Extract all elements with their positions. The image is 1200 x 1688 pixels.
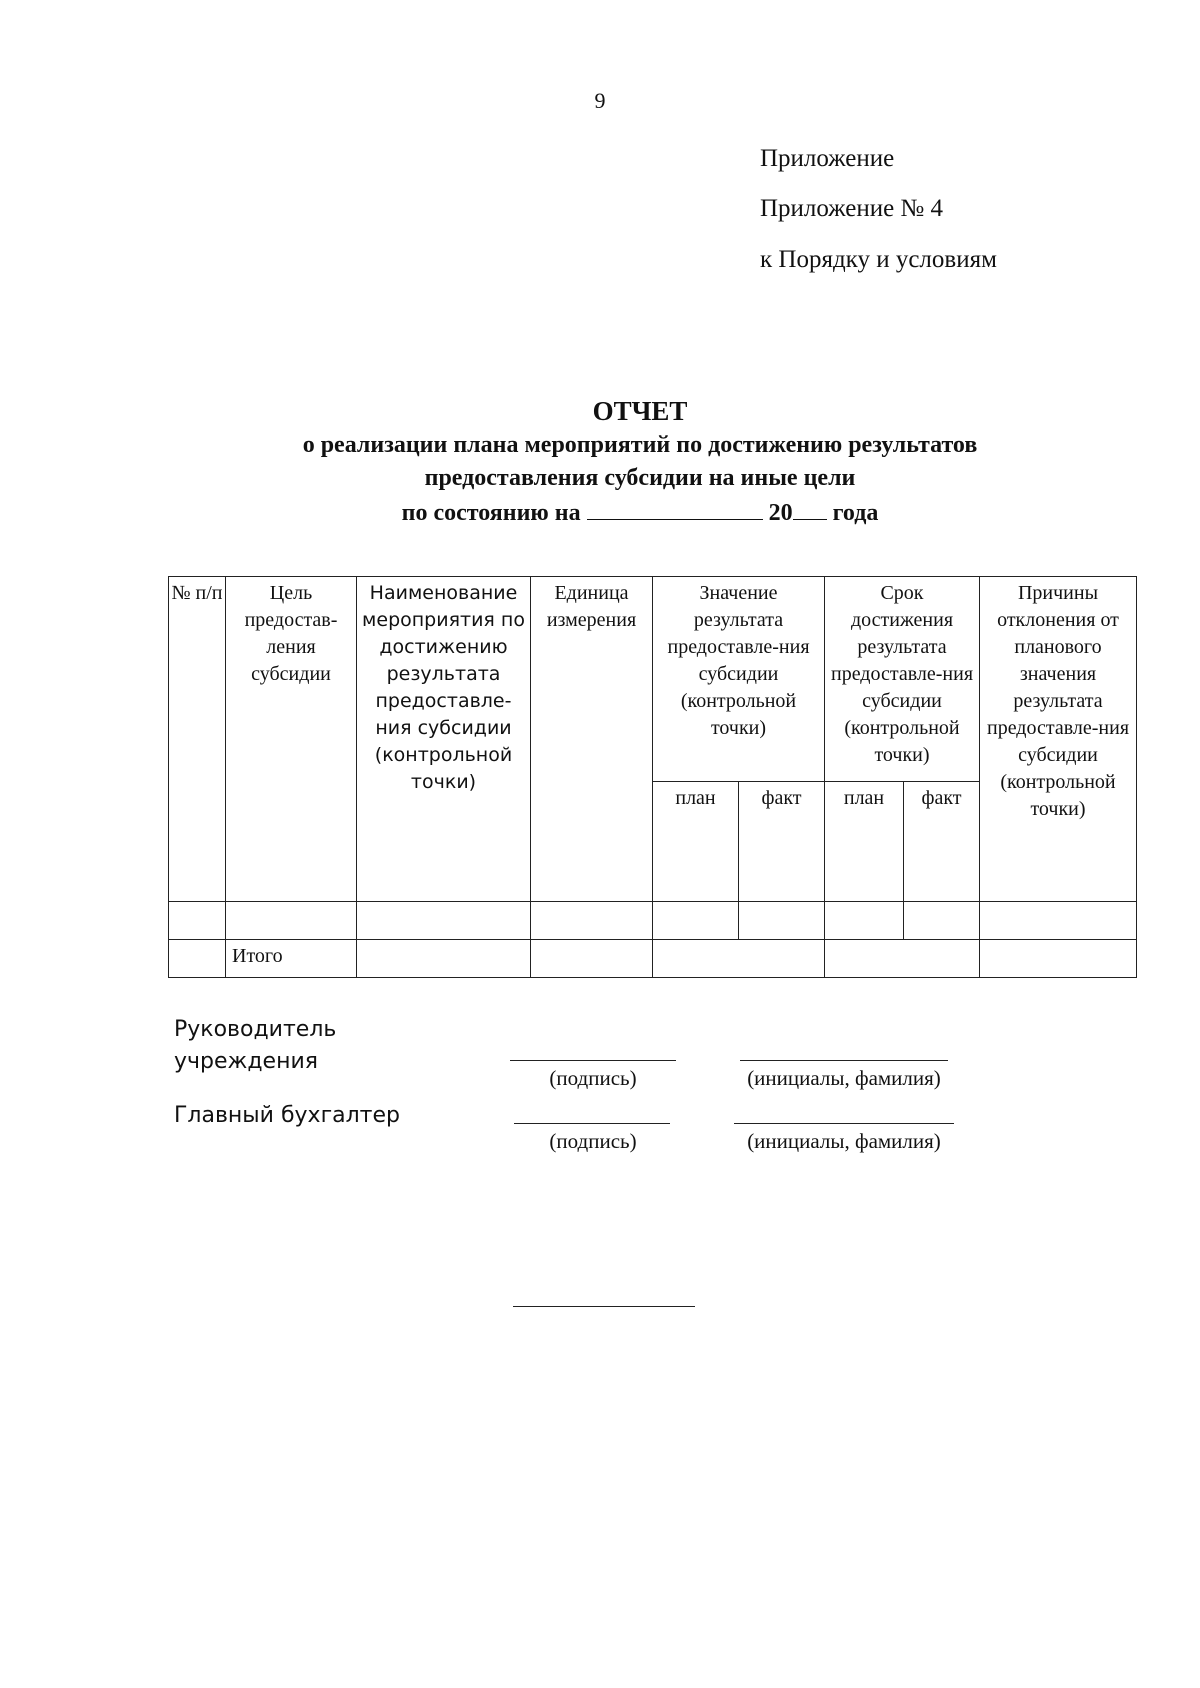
table-cell[interactable] <box>357 902 531 940</box>
header-term: Срок достижения результата предоставле-ния субсидии (контрольной точки) <box>825 577 980 782</box>
header-event-name: Наименование мероприятия по достижению результата предоставле-ния субсидии (контрольной точки) <box>357 577 531 902</box>
header-value-plan: план <box>653 782 739 902</box>
header-value: Значение результата предоставле-ния субсидии (контрольной точки) <box>653 577 825 782</box>
appendix-number: Приложение № 4 <box>760 195 944 222</box>
header-unit: Единица измерения <box>531 577 653 902</box>
head-label-line1: Руководитель <box>174 1017 337 1042</box>
header-term-fact: факт <box>904 782 980 902</box>
table-cell[interactable] <box>226 902 357 940</box>
head-name-caption: (инициалы, фамилия) <box>747 1066 941 1090</box>
appendix-reference: к Порядку и условиям <box>760 246 997 273</box>
table-cell[interactable] <box>531 940 653 978</box>
date-prefix: по состоянию на <box>401 500 581 526</box>
table-cell[interactable] <box>653 940 825 978</box>
date-blank[interactable] <box>587 497 763 520</box>
table-cell[interactable] <box>980 902 1137 940</box>
table-cell[interactable] <box>653 902 739 940</box>
report-subtitle-line1: о реализации плана мероприятий по достижению результатов <box>302 432 978 458</box>
closing-divider <box>513 1306 695 1307</box>
accountant-label: Главный бухгалтер <box>174 1103 400 1128</box>
head-signature-caption: (подпись) <box>549 1066 637 1090</box>
header-num: № п/п <box>169 577 226 902</box>
table-cell[interactable] <box>904 902 980 940</box>
year-prefix: 20 <box>768 500 793 526</box>
total-label: Итого <box>226 940 357 978</box>
header-term-plan: план <box>825 782 904 902</box>
year-blank[interactable] <box>793 497 827 520</box>
page-number: 9 <box>594 88 606 113</box>
table-cell[interactable] <box>531 902 653 940</box>
table-cell[interactable] <box>825 940 980 978</box>
table-cell[interactable] <box>357 940 531 978</box>
accountant-name-caption: (инициалы, фамилия) <box>747 1129 941 1153</box>
head-label-line2: учреждения <box>174 1049 318 1074</box>
table-row <box>169 902 1137 940</box>
header-value-fact: факт <box>739 782 825 902</box>
header-goal: Цель предостав-ления субсидии <box>226 577 357 902</box>
table-total-row <box>169 940 1137 978</box>
year-suffix: года <box>832 500 879 526</box>
table-cell[interactable] <box>739 902 825 940</box>
accountant-signature-line[interactable] <box>514 1123 670 1124</box>
head-name-line[interactable] <box>740 1060 948 1061</box>
table-cell[interactable] <box>169 940 226 978</box>
report-table <box>168 576 1137 978</box>
accountant-name-line[interactable] <box>734 1123 954 1124</box>
report-subtitle-line2: предоставления субсидии на иные цели <box>424 465 856 491</box>
accountant-signature-caption: (подпись) <box>549 1129 637 1153</box>
appendix-label: Приложение <box>760 145 895 172</box>
head-signature-line[interactable] <box>510 1060 676 1061</box>
table-header-row <box>169 577 1137 782</box>
table-cell[interactable] <box>169 902 226 940</box>
table-cell[interactable] <box>980 940 1137 978</box>
header-reasons: Причины отклонения от планового значения результата предоставле-ния субсидии (контрольной точки) <box>980 577 1137 902</box>
report-title: ОТЧЕТ <box>592 396 688 426</box>
table-cell[interactable] <box>825 902 904 940</box>
report-date-line <box>160 497 1120 527</box>
